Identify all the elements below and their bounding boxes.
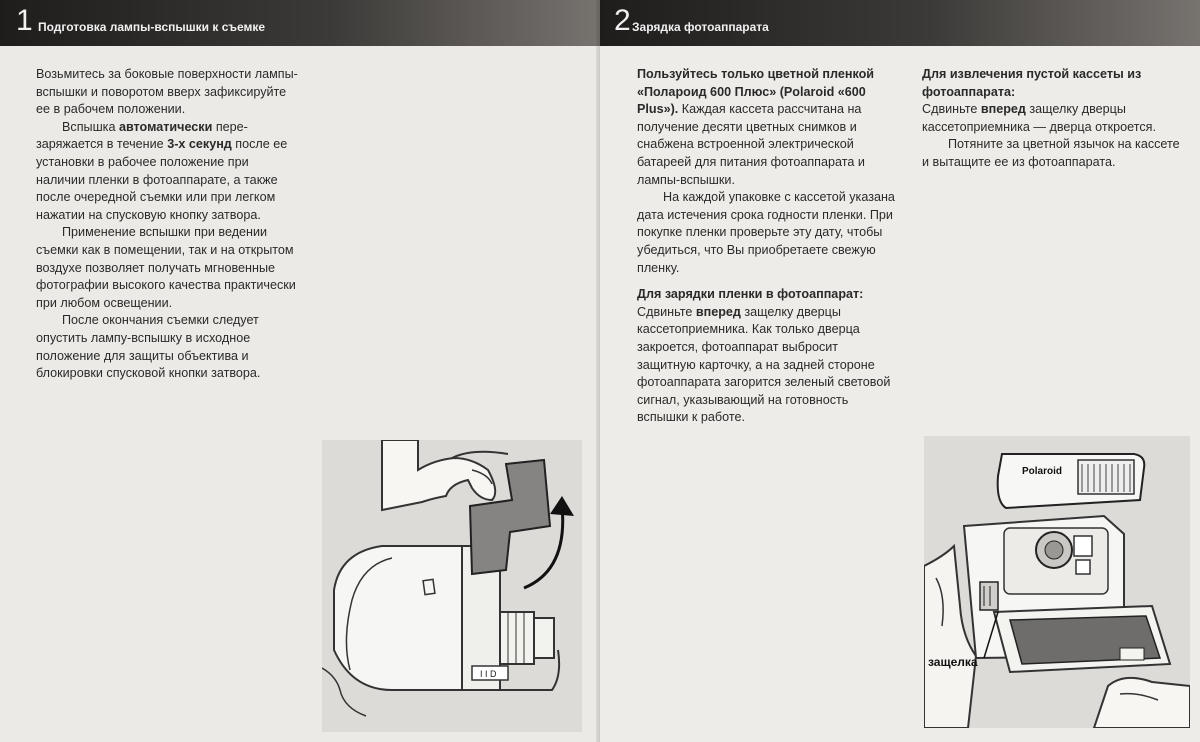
section-title: Зарядка фотоаппарата — [632, 20, 769, 34]
left-text-column — [36, 66, 298, 383]
latch-callout: защелка — [928, 655, 978, 669]
section-number: 2 — [614, 4, 631, 37]
paragraph: Вспышка автоматически пере-заряжается в течение 3-х секунд после ее установки в рабочее положение при наличии пленки в фотоаппарате, а также после очередной съемки или при легком нажатии на спусковую кнопку затвора. — [36, 119, 288, 222]
film-loading-illustration — [924, 436, 1190, 728]
paragraph: После окончания съемки следует опустить лампу-вспышку в исходное положение для защиты объектива и блокировки спусковой кнопки затвора. — [36, 313, 261, 381]
paragraph: Потяните за цветной язычок на кассете и вытащите ее из фотоаппарата. — [922, 137, 1180, 169]
right-text-column-1 — [637, 66, 899, 427]
paragraph: Пользуйтесь только цветной пленкой «Полароид 600 Плюс» (Polaroid «600 Plus»). Каждая кассета рассчитана на получение десяти цветных снимков и снабжена встроенной электрической батареей для питания фотоаппарата и лампы-вспышки. — [637, 67, 875, 187]
left-header — [0, 0, 600, 46]
right-text-column-2 — [922, 66, 1190, 172]
camera-marking: I I D — [480, 669, 497, 679]
section-title: Подготовка лампы-вспышки к съемке — [38, 20, 266, 34]
paragraph: Сдвиньте вперед защелку дверцы кассетоприемника — дверца откроется. — [922, 102, 1156, 134]
paragraph: Сдвиньте вперед защелку дверцы кассетоприемника. Как только дверца закроется, фотоаппарат выбросит защитную карточку, а на задней стороне фотоаппарата загорится зеленый световой сигнал, указывающий на готовность вспышки к работе. — [637, 304, 891, 425]
camera-flash-illustration — [322, 440, 582, 732]
camera-brand-label: Polaroid — [1022, 466, 1063, 477]
paragraph: На каждой упаковке с кассетой указана дата истечения срока годности пленки. При покупке пленки проверьте эту дату, чтобы убедиться, что Вы приобретаете свежую пленку. — [637, 190, 895, 275]
right-header — [600, 0, 1200, 46]
subheading: Для зарядки пленки в фотоаппарат: — [637, 287, 864, 302]
camera-open-drawing — [924, 436, 1190, 728]
right-page — [600, 0, 1200, 742]
paragraph: Применение вспышки при ведении съемки как в помещении, так и на открытом воздухе позволяет получать мгновенные фотографии высокого качества практически при любом освещении. — [36, 225, 296, 310]
subheading: Для извлечения пустой кассеты из фотоаппарата: — [922, 67, 1142, 99]
paragraph: Возьмитесь за боковые поверхности лампы-вспышки и поворотом вверх зафиксируйте ее в рабочем положении. — [36, 67, 298, 117]
section-number: 1 — [16, 4, 33, 37]
flash-raise-drawing — [322, 440, 582, 732]
